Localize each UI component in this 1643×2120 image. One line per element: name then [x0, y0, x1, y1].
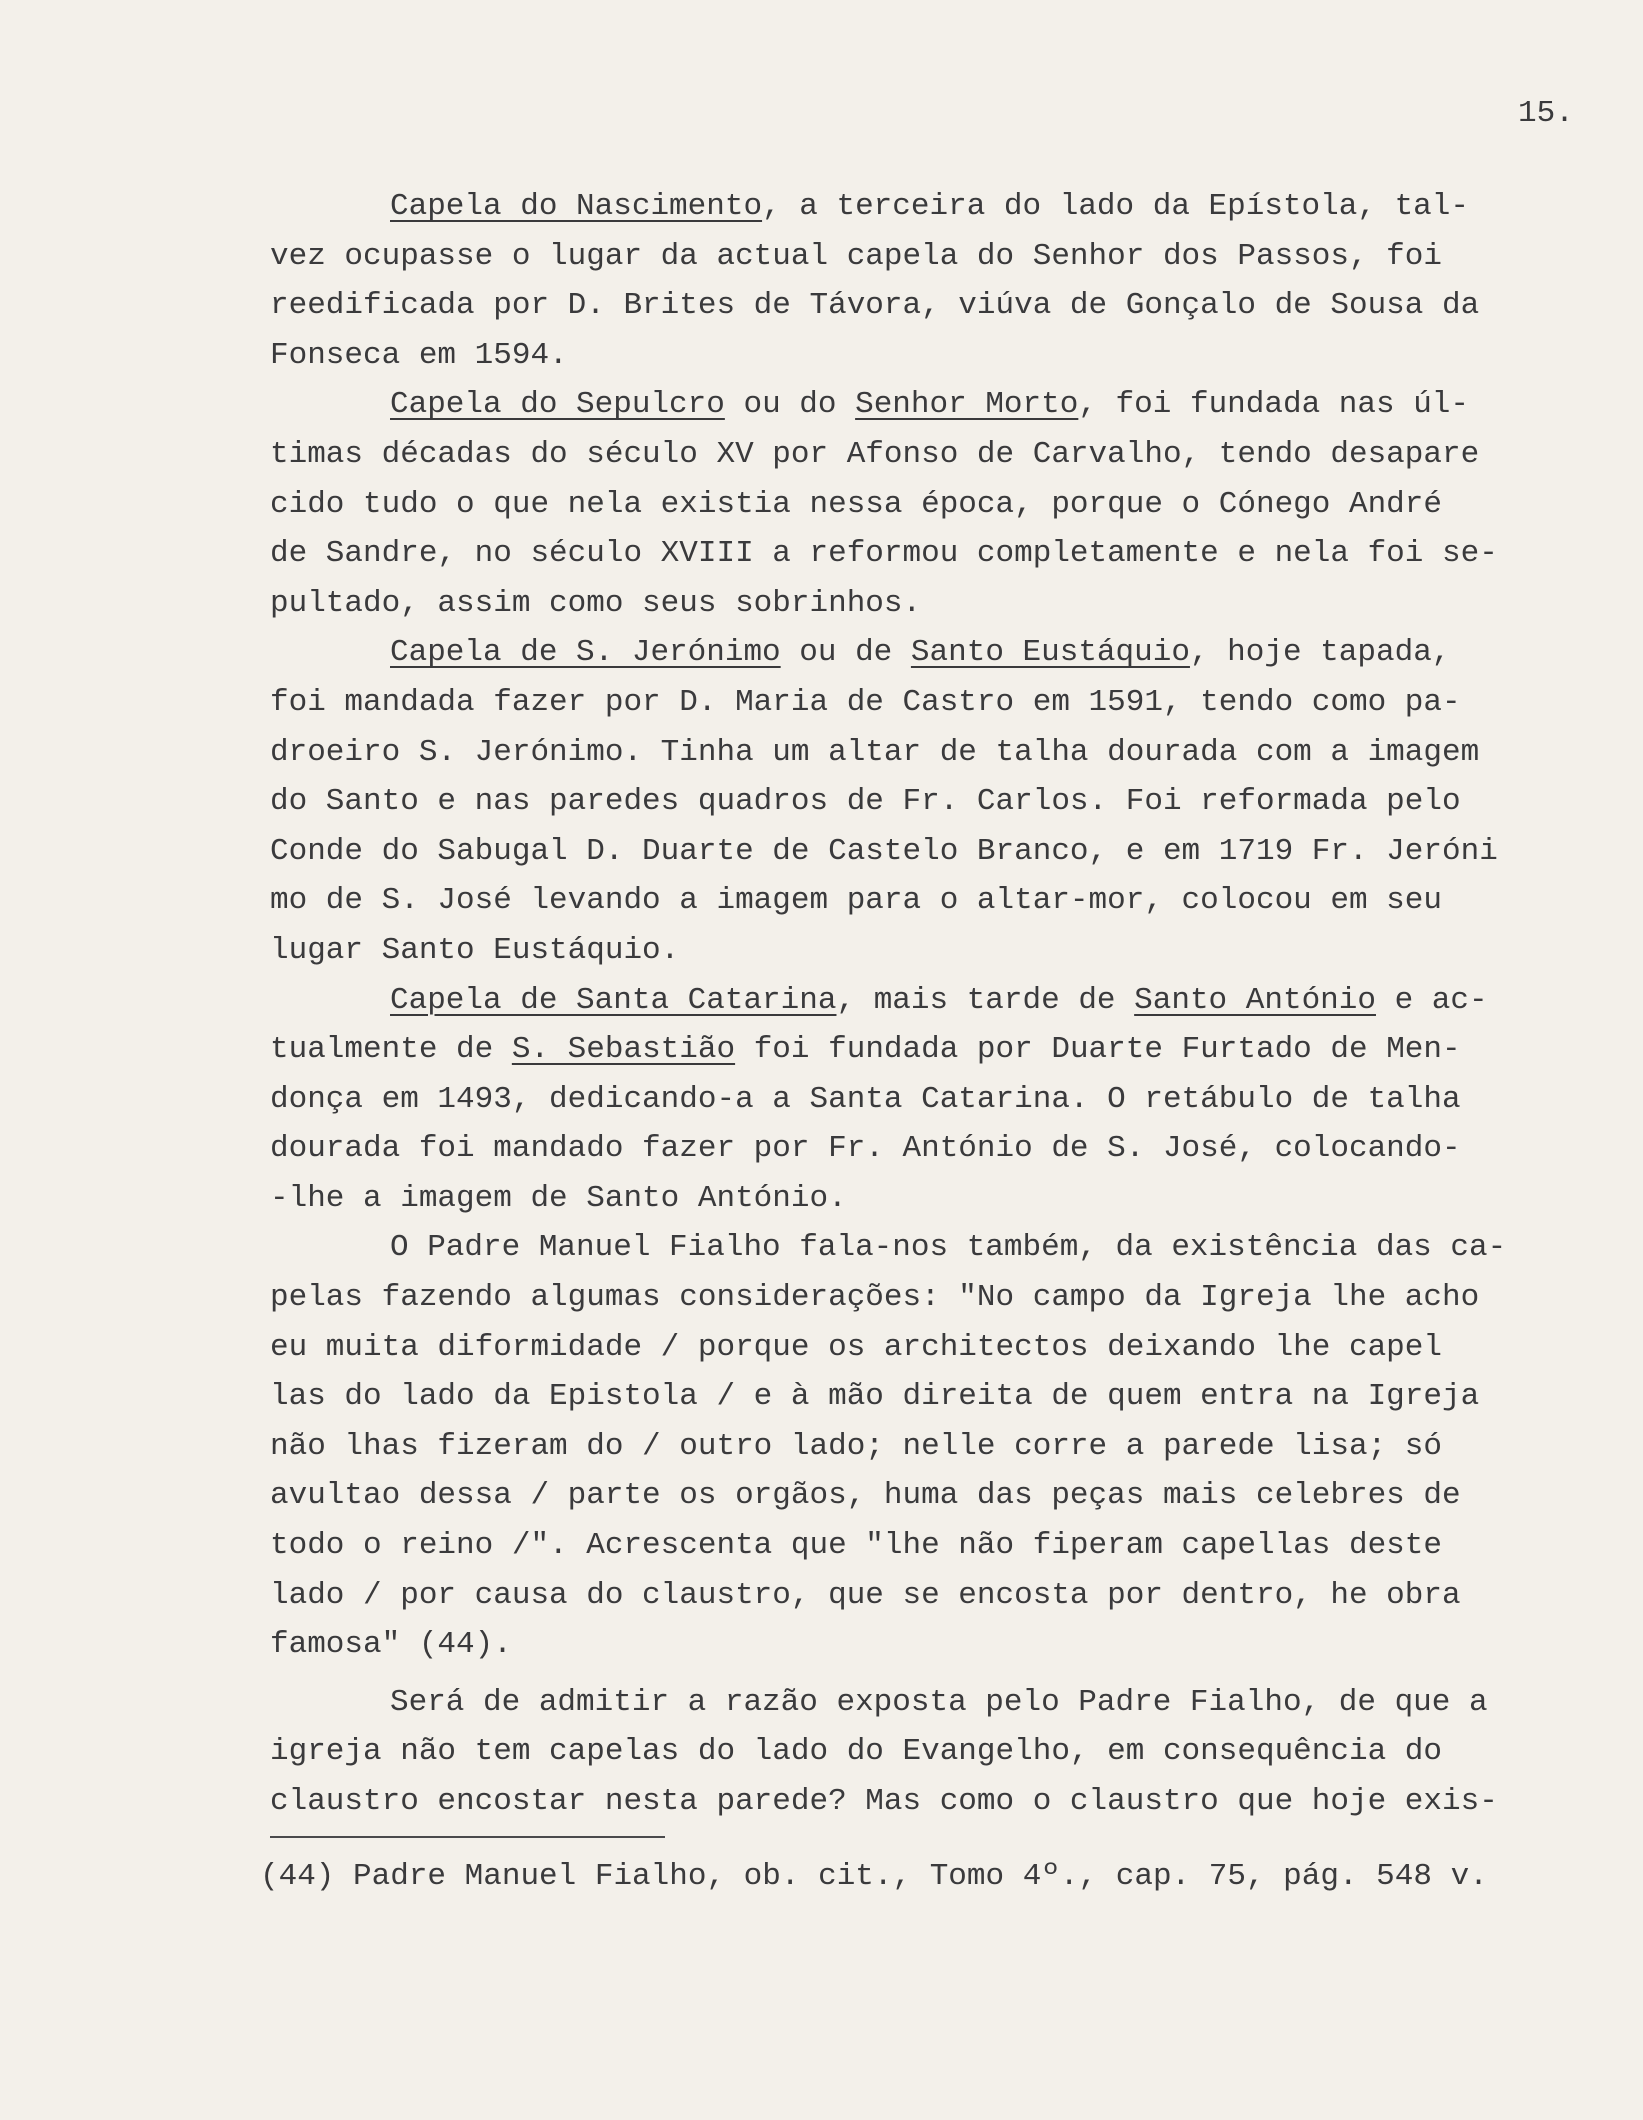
body-text: [270, 182, 1610, 1827]
text-line: [270, 1471, 1610, 1521]
text-line: [270, 380, 1610, 430]
text-run: lado / por causa do claustro, que se encosta por dentro, he obra: [270, 1577, 1461, 1613]
text-run: pelas fazendo algumas considerações: "No campo da Igreja lhe acho: [270, 1280, 1480, 1316]
underlined-heading: Capela do Sepulcro: [390, 387, 725, 423]
footnote: (44) Padre Manuel Fialho, ob. cit., Tomo 4º., cap. 75, pág. 548 v.: [260, 1859, 1488, 1894]
text-run: las do lado da Epistola / e à mão direita de quem entra na Igreja: [270, 1379, 1480, 1415]
underlined-heading: Capela do Nascimento: [390, 189, 763, 224]
text-run: O Padre Manuel Fialho fala-nos também, da existência das ca-: [390, 1230, 1507, 1266]
text-line: [270, 876, 1610, 926]
footnote-separator: [270, 1836, 665, 1838]
text-run: eu muita diformidade / porque os architectos deixando lhe capel: [270, 1329, 1442, 1365]
text-run: Fonseca em 1594.: [270, 337, 568, 373]
text-line: [270, 926, 1610, 976]
underlined-heading: S. Sebastião: [511, 1032, 736, 1068]
text-line: [270, 976, 1610, 1026]
text-run: lugar Santo Eustáquio.: [270, 932, 680, 968]
text-run: , a terceira do lado da Epístola, tal-: [762, 189, 1469, 224]
text-line: [270, 1372, 1610, 1422]
text-run: Será de admitir a razão exposta pelo Padre Fialho, de que a: [390, 1684, 1488, 1720]
text-run: de Sandre, no século XVIII a reformou completamente e nela foi se-: [270, 536, 1498, 572]
text-line: [270, 480, 1610, 530]
text-run: famosa" (44).: [270, 1627, 512, 1663]
text-line: [270, 827, 1610, 877]
text-line: [270, 1571, 1610, 1621]
text-run: , mais tarde de: [836, 982, 1135, 1018]
text-run: foi fundada por Duarte Furtado de Men-: [735, 1032, 1461, 1068]
text-run: do Santo e nas paredes quadros de Fr. Carlos. Foi reformada pelo: [270, 784, 1461, 820]
text-run: donça em 1493, dedicando-a a Santa Catarina. O retábulo de talha: [270, 1081, 1461, 1117]
text-run: reedificada por D. Brites de Távora, viúva de Gonçalo de Sousa da: [270, 288, 1480, 324]
text-run: ou do: [724, 387, 856, 423]
text-line: [270, 1323, 1610, 1373]
page-number: 15.: [1518, 96, 1574, 131]
underlined-heading: Santo António: [1134, 982, 1376, 1018]
text-run: mo de S. José levando a imagem para o altar-mor, colocou em seu: [270, 883, 1442, 919]
text-run: e ac-: [1375, 982, 1488, 1018]
paragraph-gap: [270, 1670, 1610, 1678]
text-line: [270, 182, 1610, 232]
text-line: [270, 1273, 1610, 1323]
text-line: [270, 777, 1610, 827]
text-run: igreja não tem capelas do lado do Evangelho, em consequência do: [270, 1734, 1442, 1770]
text-line: [270, 579, 1610, 629]
text-line: [270, 232, 1610, 282]
text-run: não lhas fizeram do / outro lado; nelle corre a parede lisa; só: [270, 1428, 1442, 1464]
text-run: pultado, assim como seus sobrinhos.: [270, 585, 922, 621]
underlined-heading: Capela de S. Jerónimo: [390, 635, 781, 671]
underlined-heading: Capela de Santa Catarina: [390, 982, 837, 1018]
text-line: [270, 1777, 1610, 1827]
text-line: [270, 529, 1610, 579]
text-run: , hoje tapada,: [1189, 635, 1451, 671]
text-run: tualmente de: [270, 1032, 512, 1068]
text-line: [270, 1124, 1610, 1174]
text-line: [270, 430, 1610, 480]
text-run: claustro encostar nesta parede? Mas como o claustro que hoje exis-: [270, 1784, 1498, 1819]
text-line: [270, 628, 1610, 678]
text-run: todo o reino /". Acrescenta que "lhe não fiperam capellas deste: [270, 1528, 1442, 1564]
text-run: , foi fundada nas úl-: [1078, 387, 1470, 423]
text-line: [270, 281, 1610, 331]
text-line: [270, 1025, 1610, 1075]
text-line: [270, 728, 1610, 778]
text-run: droeiro S. Jerónimo. Tinha um altar de talha dourada com a imagem: [270, 734, 1480, 770]
text-line: [270, 1620, 1610, 1670]
text-line: [270, 1223, 1610, 1273]
text-line: [270, 1075, 1610, 1125]
underlined-heading: Senhor Morto: [855, 387, 1079, 423]
text-line: [270, 331, 1610, 381]
text-run: cido tudo o que nela existia nessa época, porque o Cónego André: [270, 486, 1442, 522]
text-line: [270, 678, 1610, 728]
text-run: dourada foi mandado fazer por Fr. António de S. José, colocando-: [270, 1131, 1461, 1167]
text-run: vez ocupasse o lugar da actual capela do Senhor dos Passos, foi: [270, 238, 1442, 274]
text-run: foi mandada fazer por D. Maria de Castro em 1591, tendo como pa-: [270, 684, 1461, 720]
text-line: [270, 1521, 1610, 1571]
text-line: [270, 1727, 1610, 1777]
text-run: -lhe a imagem de Santo António.: [270, 1180, 847, 1216]
text-line: [270, 1422, 1610, 1472]
text-run: Conde do Sabugal D. Duarte de Castelo Branco, e em 1719 Fr. Jeróni: [270, 833, 1498, 869]
underlined-heading: Santo Eustáquio: [910, 635, 1190, 671]
text-run: ou de: [780, 635, 911, 671]
text-run: timas décadas do século XV por Afonso de Carvalho, tendo desapare: [270, 436, 1480, 472]
text-line: [270, 1678, 1610, 1728]
text-run: avultao dessa / parte os orgãos, huma das peças mais celebres de: [270, 1478, 1461, 1514]
text-line: [270, 1174, 1610, 1224]
